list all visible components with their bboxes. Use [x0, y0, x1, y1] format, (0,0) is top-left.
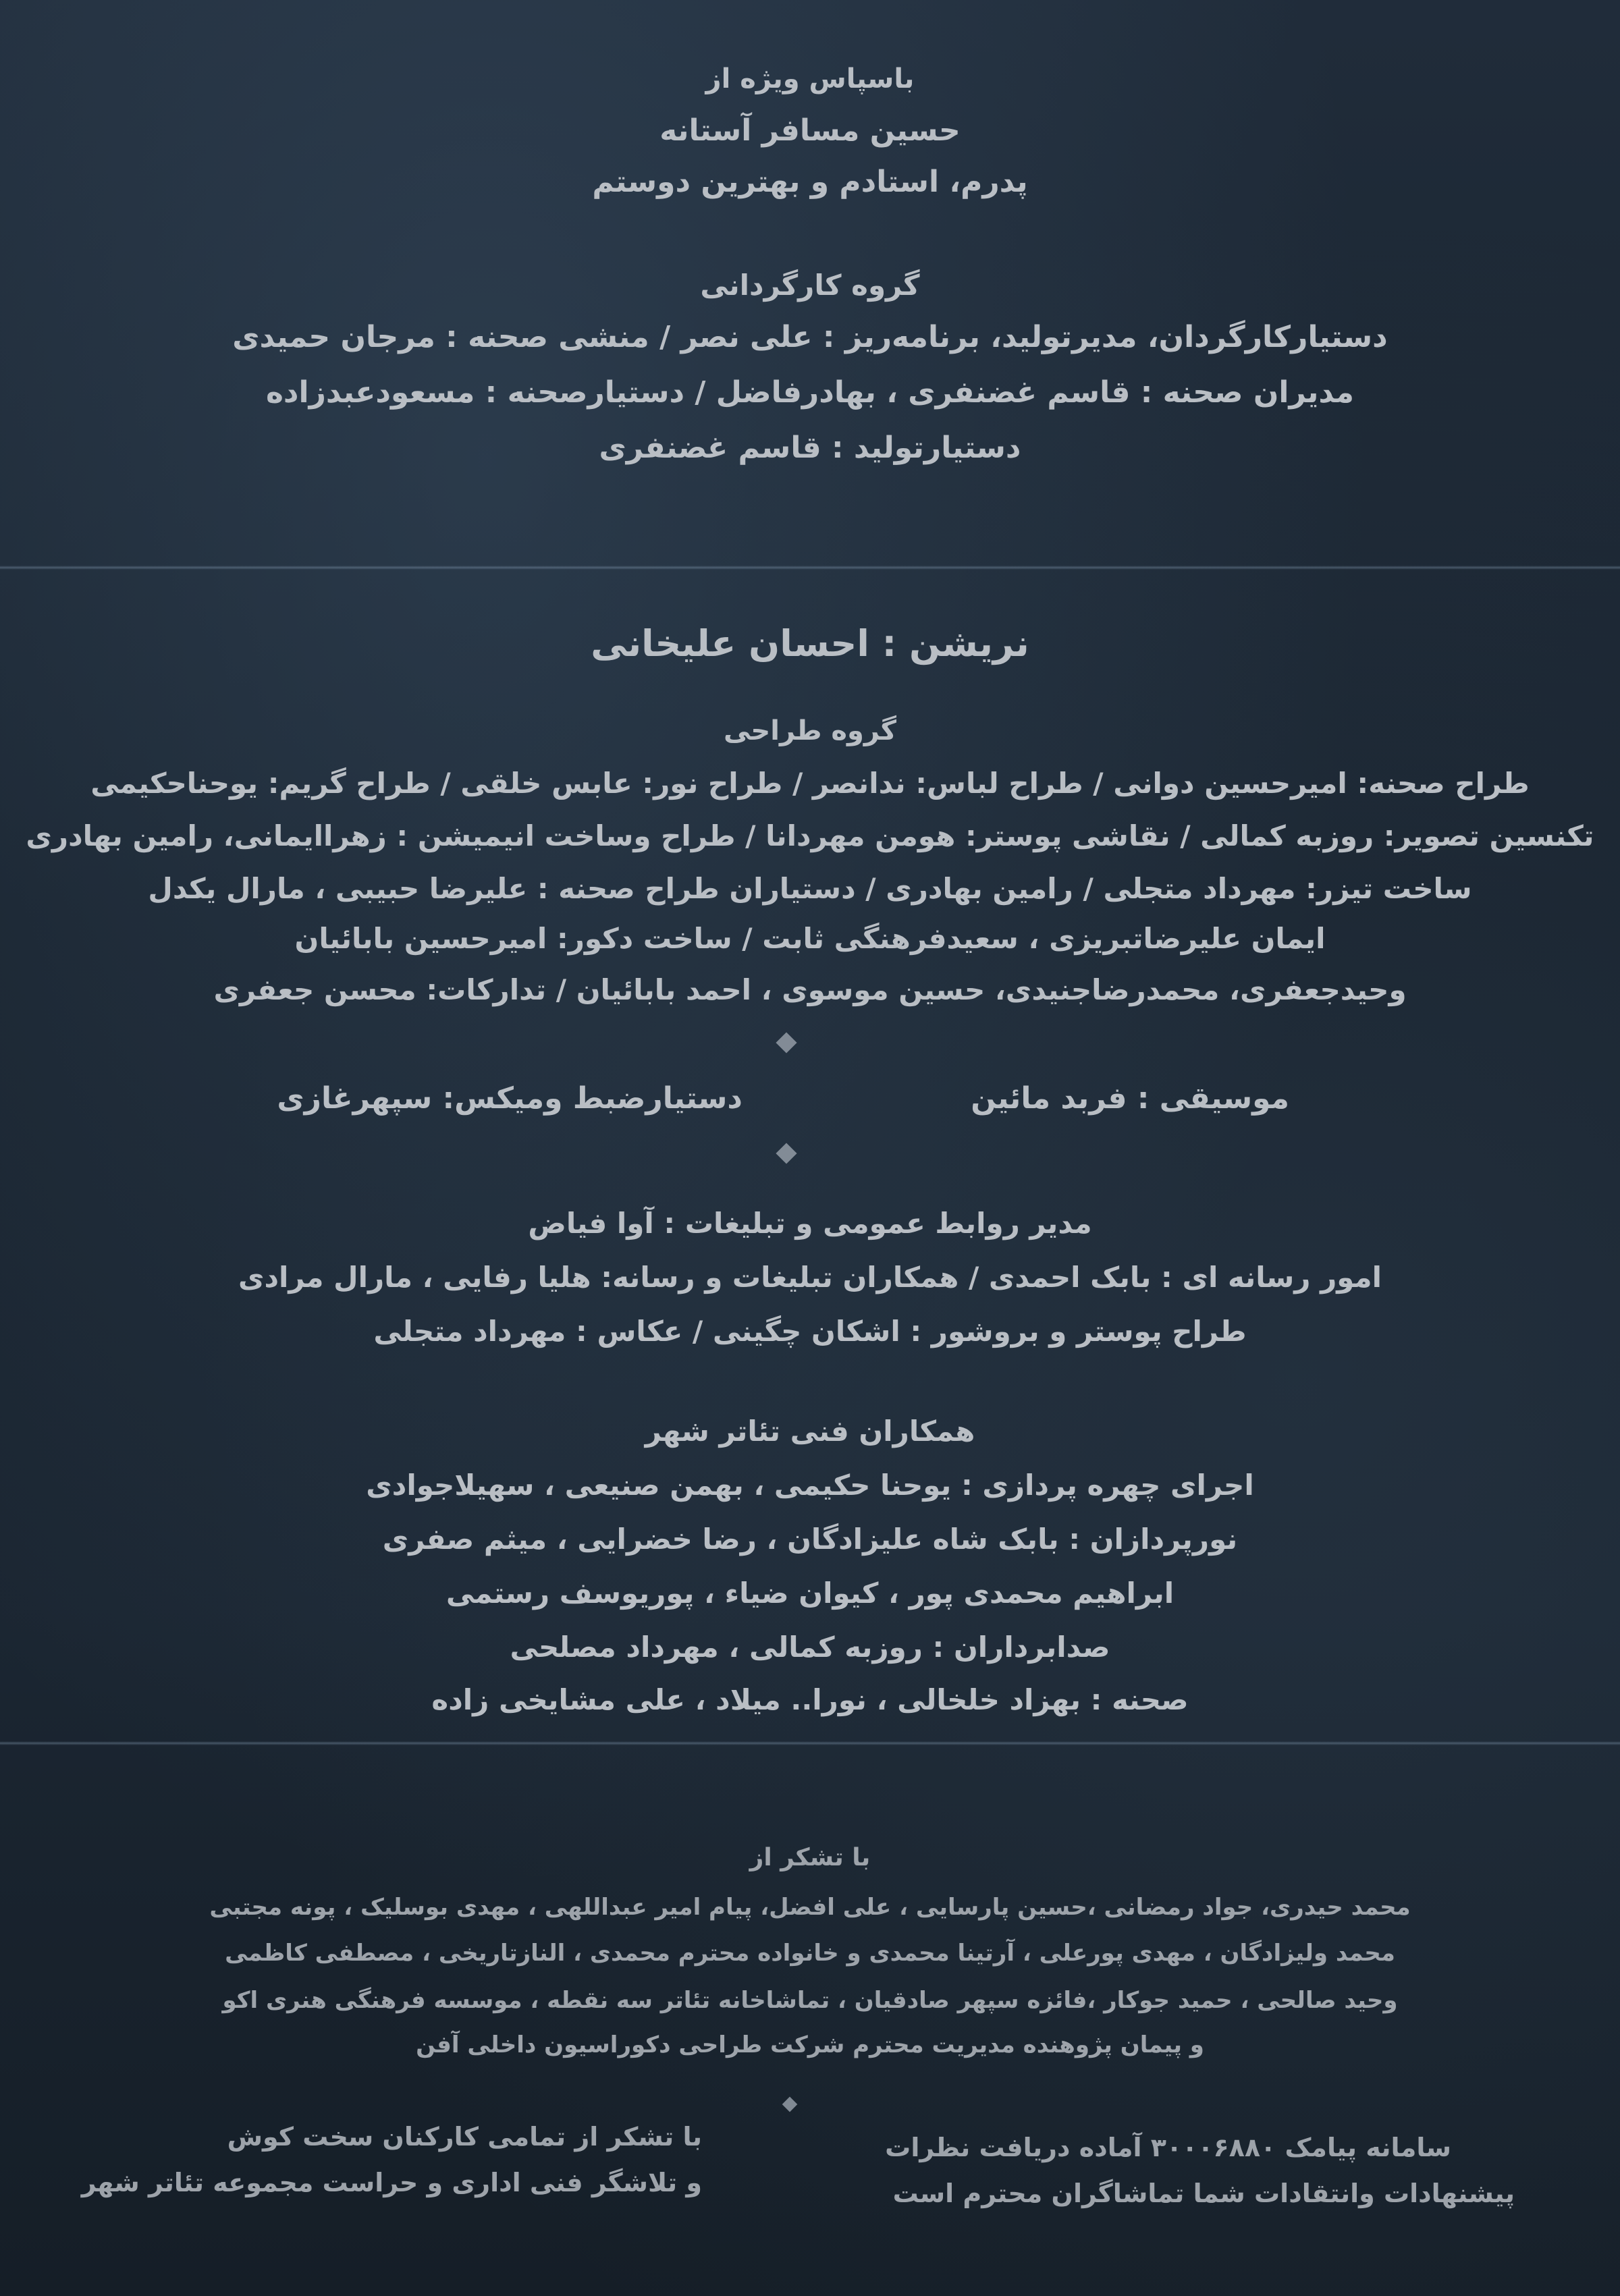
city-theater-line-5: صحنه : بهزاد خلخالی ، نورا.. میلاد ، علی مشایخی زاده: [431, 1683, 1189, 1716]
directing-line-1: دستیارکارگردان، مدیرتولید، برنامه‌ریز : علی نصر / منشی صحنه : مرجان حمیدی: [232, 320, 1388, 354]
directing-line-3: دستیارتولید : قاسم غضنفری: [599, 431, 1021, 465]
design-line-5: وحیدجعفری، محمدرضاجنیدی، حسین موسوی ، احمد بابائیان / تدارکات: محسن جعفری: [213, 973, 1407, 1006]
music-assistant: دستیارضبط ومیکس: سپهرغازی: [277, 1081, 742, 1116]
city-theater-line-1: اجرای چهره پردازی : یوحنا حکیمی ، بهمن صنیعی ، سهیلاجوادی: [366, 1469, 1254, 1502]
design-line-3: ساخت تیزر: مهرداد متجلی / رامین بهادری / دستیاران طراح صحنه : علیرضا حبیبی ، مارال یکدل: [148, 872, 1472, 905]
divider-diamond: [776, 1143, 796, 1164]
pr-line-1: مدیر روابط عمومی و تبلیغات : آوا فیاض: [528, 1207, 1092, 1240]
special-thanks-heading: باسپاس ویژه از: [705, 63, 915, 94]
fold-line-top: [0, 566, 1620, 570]
fold-line-bottom: [0, 1741, 1620, 1745]
special-thanks-name: حسین مسافر آستانه: [659, 113, 961, 148]
music-composer: موسیقی : فربد مائین: [971, 1081, 1289, 1116]
sms-line-1: سامانه پیامک ۳۰۰۰۶۸۸۰ آماده دریافت نظرات: [885, 2133, 1451, 2162]
design-line-2: تکنسین تصویر: روزبه کمالی / نقاشی پوستر: هومن مهردانا / طراح وساخت انیمیشن : زهراایمانی، رامین بهادری: [26, 819, 1594, 852]
staff-thanks-line-2: و تلاشگر فنی اداری و حراست مجموعه تئاتر شهر: [81, 2168, 702, 2197]
city-theater-line-4: صدابرداران : روزبه کمالی ، مهرداد مصلحی: [510, 1631, 1110, 1664]
design-line-1: طراح صحنه: امیرحسین دوانی / طراح لباس: ندانصر / طراح نور: عابس خلقی / طراح گریم: یوحناحکیمی: [90, 767, 1530, 800]
city-theater-heading: همکاران فنی تئاتر شهر: [645, 1415, 975, 1448]
divider-diamond: [776, 1032, 796, 1053]
special-thanks-note: پدرم، استادم و بهترین دوستم: [592, 165, 1028, 199]
thanks-line-1: محمد حیدری، جواد رمضانی ،حسین پارسایی ، علی افضل، پیام امیر عبداللهی ، مهدی بوسلیک ، پونه مجتبی: [209, 1894, 1411, 1921]
design-group-heading: گروه طراحی: [723, 715, 897, 746]
staff-thanks-line-1: با تشکر از تمامی کارکنان سخت کوش: [227, 2122, 702, 2152]
thanks-line-3: وحید صالحی ، حمید جوکار ،فائزه سپهر صادقیان ، تماشاخانه تئاتر سه نقطه ، موسسه فرهنگی هنری اکو: [222, 1987, 1398, 2014]
directing-group-heading: گروه کارگردانی: [700, 269, 920, 302]
pr-line-3: طراح پوستر و بروشور : اشکان چگینی / عکاس : مهرداد متجلی: [373, 1315, 1247, 1348]
sms-line-2: پیشنهادات وانتقادات شما تماشاگران محترم است: [892, 2179, 1515, 2208]
thanks-line-4: و پیمان پژوهنده مدیریت محترم شرکت طراحی دکوراسیون داخلی آفن: [416, 2031, 1204, 2058]
narration-credit: نریشن : احسان علیخانی: [591, 622, 1029, 665]
city-theater-line-2: نورپردازان : بابک شاه علیزادگان ، رضا خضرایی ، میثم صفری: [382, 1523, 1238, 1556]
pr-line-2: امور رسانه ای : بابک احمدی / همکاران تبلیغات و رسانه: هلیا رفایی ، مارال مرادی: [238, 1261, 1382, 1294]
design-line-4: ایمان علیرضاتبریزی ، سعیدفرهنگی ثابت / ساخت دکور: امیرحسین بابائیان: [294, 922, 1326, 955]
city-theater-line-3: ابراهیم محمدی پور ، کیوان ضیاء ، پوریوسف رستمی: [446, 1577, 1174, 1610]
thanks-heading: با تشکر از: [749, 1844, 871, 1871]
thanks-line-2: محمد ولیزادگان ، مهدی پورعلی ، آرتینا محمدی و خانواده محترم محمدی ، النازتاریخی ، مصطفی کاظمی: [225, 1940, 1395, 1967]
directing-line-2: مدیران صحنه : قاسم غضنفری ، بهادرفاضل / دستیارصحنه : مسعودعبدزاده: [265, 375, 1355, 410]
divider-diamond: [782, 2097, 798, 2112]
